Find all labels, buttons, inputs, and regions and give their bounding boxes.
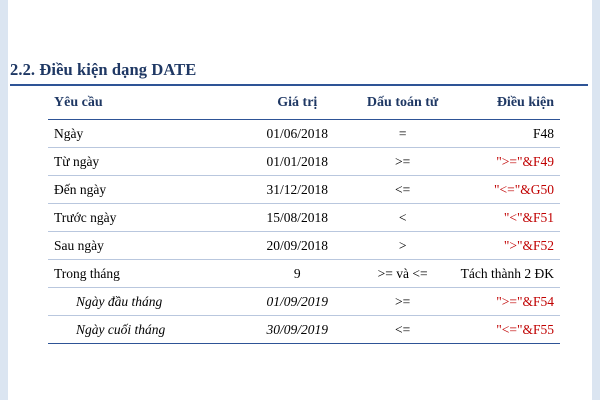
cell-condition: "<="&G50 <box>455 176 560 204</box>
cell-requirement: Ngày cuối tháng <box>48 316 244 344</box>
cell-condition: "<"&F51 <box>455 204 560 232</box>
cell-value: 01/01/2018 <box>244 148 350 176</box>
cell-value: 01/09/2019 <box>244 288 350 316</box>
cell-operator: >= và <= <box>350 260 455 288</box>
table-row <box>48 232 560 260</box>
cell-operator: = <box>350 120 455 148</box>
cell-value: 9 <box>244 260 350 288</box>
cell-requirement: Sau ngày <box>48 232 244 260</box>
table-row <box>48 288 560 316</box>
column-header-value: Giá trị <box>244 90 350 120</box>
document-content <box>8 0 592 400</box>
cell-requirement: Trong tháng <box>48 260 244 288</box>
cell-operator: >= <box>350 288 455 316</box>
cell-requirement: Trước ngày <box>48 204 244 232</box>
column-header-requirement: Yêu cầu <box>48 90 244 120</box>
cell-condition: "<="&F55 <box>455 316 560 344</box>
cell-condition: ">"&F52 <box>455 232 560 260</box>
cell-condition: ">="&F49 <box>455 148 560 176</box>
cell-operator: < <box>350 204 455 232</box>
cell-condition: ">="&F54 <box>455 288 560 316</box>
table-header-row <box>48 90 560 120</box>
cell-operator: <= <box>350 176 455 204</box>
table-row <box>48 260 560 288</box>
section-heading: 2.2. Điều kiện dạng DATE <box>10 60 197 79</box>
date-conditions-table <box>48 90 560 344</box>
table-row <box>48 148 560 176</box>
cell-condition: Tách thành 2 ĐK <box>455 260 560 288</box>
table-row <box>48 204 560 232</box>
cell-operator: > <box>350 232 455 260</box>
cell-condition: F48 <box>455 120 560 148</box>
cell-value: 01/06/2018 <box>244 120 350 148</box>
heading-divider <box>10 84 588 86</box>
table-header <box>48 90 560 120</box>
cell-value: 31/12/2018 <box>244 176 350 204</box>
page-left-margin <box>0 0 8 400</box>
cell-operator: <= <box>350 316 455 344</box>
table-body <box>48 120 560 344</box>
table-row <box>48 120 560 148</box>
column-header-condition: Điều kiện <box>455 90 560 120</box>
cell-value: 20/09/2018 <box>244 232 350 260</box>
cell-value: 15/08/2018 <box>244 204 350 232</box>
cell-requirement: Từ ngày <box>48 148 244 176</box>
table-row <box>48 176 560 204</box>
page-right-margin <box>592 0 600 400</box>
cell-value: 30/09/2019 <box>244 316 350 344</box>
cell-requirement: Đến ngày <box>48 176 244 204</box>
cell-requirement: Ngày đầu tháng <box>48 288 244 316</box>
table-row <box>48 316 560 344</box>
cell-operator: >= <box>350 148 455 176</box>
cell-requirement: Ngày <box>48 120 244 148</box>
column-header-operator: Dấu toán tử <box>350 90 455 120</box>
